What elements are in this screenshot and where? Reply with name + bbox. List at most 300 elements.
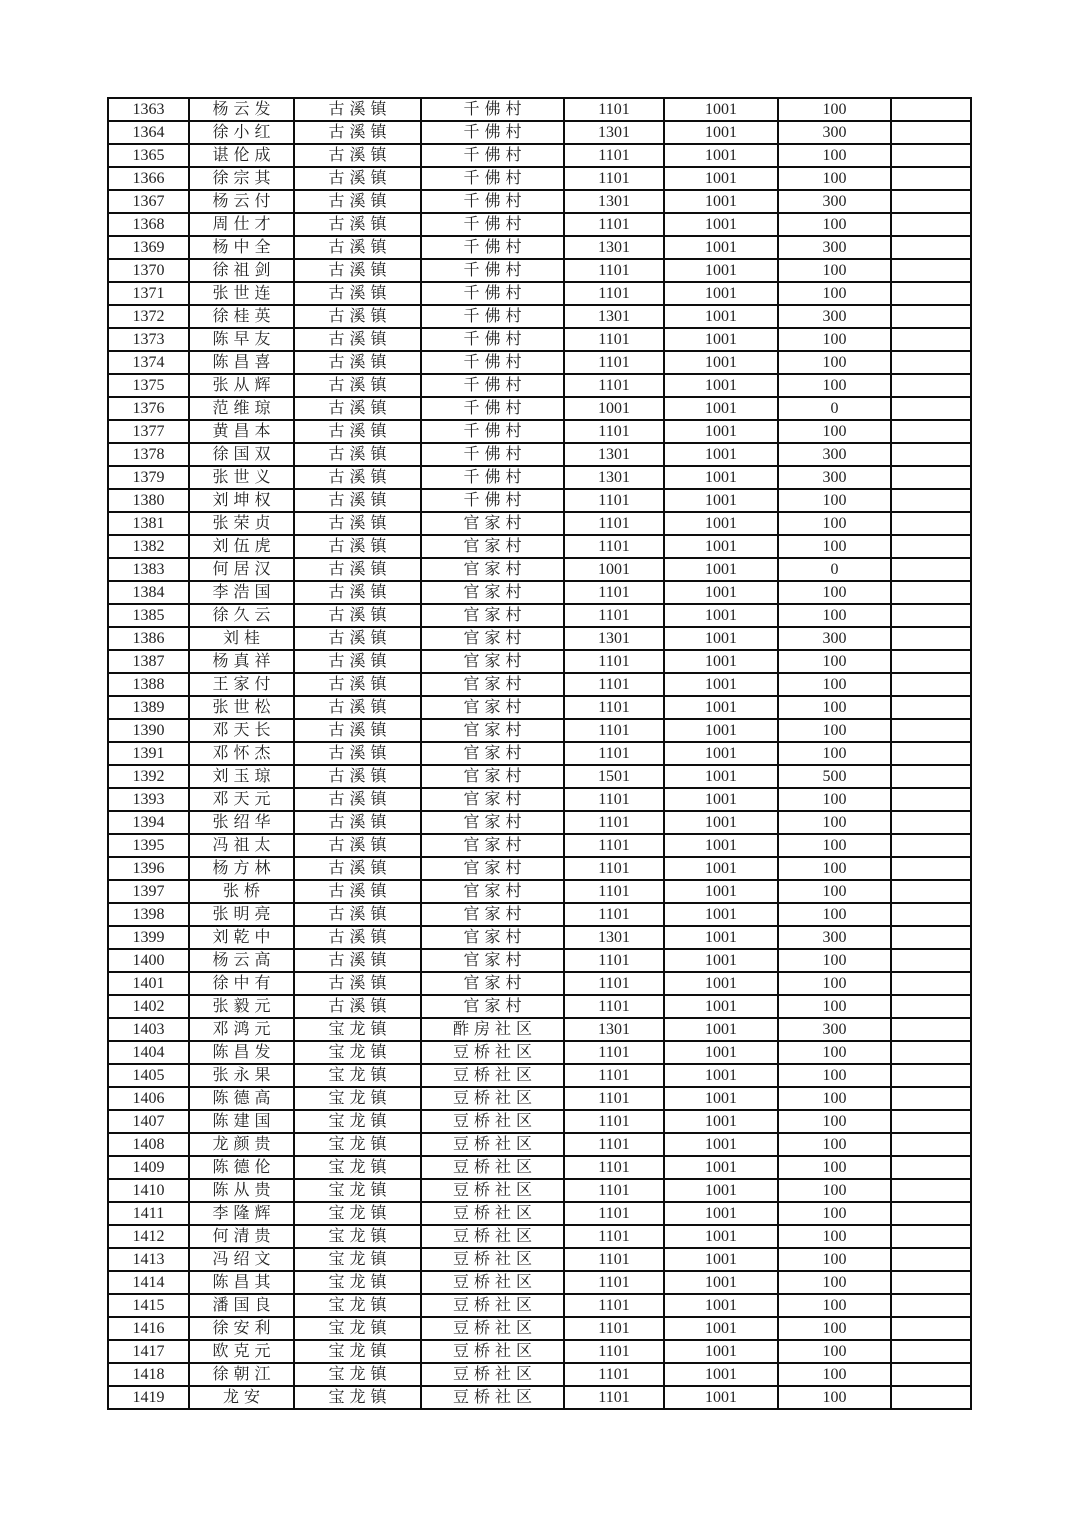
cell-name: 龙颜贵: [189, 1133, 294, 1156]
cell-code-a: 1101: [564, 535, 664, 558]
cell-code-b: 1001: [664, 1041, 778, 1064]
cell-code-b: 1001: [664, 857, 778, 880]
cell-code-b: 1001: [664, 351, 778, 374]
cell-village: 官家村: [421, 581, 564, 604]
cell-town: 古溪镇: [294, 328, 421, 351]
cell-name: 刘玉琼: [189, 765, 294, 788]
cell-code-b: 1001: [664, 1340, 778, 1363]
cell-amount: 100: [778, 1317, 891, 1340]
cell-blank: [891, 558, 971, 581]
cell-amount: 100: [778, 282, 891, 305]
cell-village: 官家村: [421, 696, 564, 719]
cell-code-b: 1001: [664, 98, 778, 121]
cell-amount: 100: [778, 489, 891, 512]
cell-name: 黄昌本: [189, 420, 294, 443]
cell-village: 豆桥社区: [421, 1363, 564, 1386]
cell-village: 千佛村: [421, 144, 564, 167]
cell-village: 官家村: [421, 719, 564, 742]
cell-id: 1409: [108, 1156, 189, 1179]
cell-id: 1380: [108, 489, 189, 512]
cell-village: 官家村: [421, 742, 564, 765]
cell-village: 千佛村: [421, 397, 564, 420]
cell-blank: [891, 236, 971, 259]
table-row: [108, 1133, 971, 1156]
roster-table-body: [108, 98, 971, 1409]
cell-name: 杨云付: [189, 190, 294, 213]
cell-name: 邓怀杰: [189, 742, 294, 765]
cell-code-b: 1001: [664, 374, 778, 397]
cell-amount: 0: [778, 397, 891, 420]
cell-amount: 100: [778, 788, 891, 811]
cell-amount: 100: [778, 1041, 891, 1064]
cell-code-a: 1101: [564, 351, 664, 374]
cell-code-a: 1001: [564, 558, 664, 581]
cell-town: 古溪镇: [294, 420, 421, 443]
cell-town: 古溪镇: [294, 259, 421, 282]
table-row: [108, 765, 971, 788]
cell-amount: 100: [778, 650, 891, 673]
cell-blank: [891, 1294, 971, 1317]
cell-id: 1397: [108, 880, 189, 903]
cell-code-a: 1101: [564, 949, 664, 972]
table-row: [108, 1340, 971, 1363]
cell-amount: 100: [778, 1064, 891, 1087]
cell-name: 徐祖剑: [189, 259, 294, 282]
cell-name: 何清贵: [189, 1225, 294, 1248]
table-row: [108, 1225, 971, 1248]
cell-town: 古溪镇: [294, 903, 421, 926]
cell-code-b: 1001: [664, 1248, 778, 1271]
cell-blank: [891, 512, 971, 535]
cell-code-a: 1101: [564, 742, 664, 765]
cell-town: 古溪镇: [294, 949, 421, 972]
cell-name: 刘坤权: [189, 489, 294, 512]
cell-code-b: 1001: [664, 604, 778, 627]
cell-name: 徐国双: [189, 443, 294, 466]
cell-blank: [891, 489, 971, 512]
cell-amount: 500: [778, 765, 891, 788]
cell-name: 邓鸿元: [189, 1018, 294, 1041]
cell-village: 千佛村: [421, 374, 564, 397]
cell-name: 陈建国: [189, 1110, 294, 1133]
cell-town: 古溪镇: [294, 512, 421, 535]
cell-amount: 100: [778, 1248, 891, 1271]
cell-id: 1405: [108, 1064, 189, 1087]
cell-code-b: 1001: [664, 811, 778, 834]
cell-id: 1391: [108, 742, 189, 765]
cell-code-b: 1001: [664, 1156, 778, 1179]
cell-town: 宝龙镇: [294, 1202, 421, 1225]
cell-village: 千佛村: [421, 305, 564, 328]
table-row: [108, 1110, 971, 1133]
cell-village: 官家村: [421, 535, 564, 558]
cell-village: 官家村: [421, 627, 564, 650]
cell-blank: [891, 1202, 971, 1225]
cell-id: 1415: [108, 1294, 189, 1317]
cell-village: 豆桥社区: [421, 1248, 564, 1271]
cell-code-b: 1001: [664, 1225, 778, 1248]
cell-code-b: 1001: [664, 259, 778, 282]
cell-id: 1382: [108, 535, 189, 558]
cell-code-a: 1101: [564, 972, 664, 995]
cell-id: 1418: [108, 1363, 189, 1386]
cell-blank: [891, 121, 971, 144]
cell-name: 陈从贵: [189, 1179, 294, 1202]
cell-name: 徐中有: [189, 972, 294, 995]
cell-village: 千佛村: [421, 190, 564, 213]
cell-town: 宝龙镇: [294, 1041, 421, 1064]
cell-town: 宝龙镇: [294, 1271, 421, 1294]
cell-town: 古溪镇: [294, 558, 421, 581]
cell-code-a: 1301: [564, 305, 664, 328]
table-row: [108, 1363, 971, 1386]
cell-town: 古溪镇: [294, 880, 421, 903]
cell-name: 杨中全: [189, 236, 294, 259]
cell-id: 1404: [108, 1041, 189, 1064]
cell-code-b: 1001: [664, 834, 778, 857]
table-row: [108, 903, 971, 926]
cell-code-b: 1001: [664, 167, 778, 190]
cell-blank: [891, 995, 971, 1018]
cell-amount: 100: [778, 604, 891, 627]
table-row: [108, 1271, 971, 1294]
cell-code-a: 1301: [564, 190, 664, 213]
cell-town: 古溪镇: [294, 972, 421, 995]
cell-code-b: 1001: [664, 650, 778, 673]
table-row: [108, 190, 971, 213]
cell-town: 宝龙镇: [294, 1248, 421, 1271]
cell-town: 古溪镇: [294, 489, 421, 512]
cell-id: 1365: [108, 144, 189, 167]
table-row: [108, 742, 971, 765]
cell-town: 宝龙镇: [294, 1156, 421, 1179]
cell-amount: 300: [778, 305, 891, 328]
table-row: [108, 972, 971, 995]
cell-code-b: 1001: [664, 121, 778, 144]
cell-id: 1419: [108, 1386, 189, 1409]
cell-blank: [891, 1087, 971, 1110]
cell-blank: [891, 719, 971, 742]
cell-code-b: 1001: [664, 1110, 778, 1133]
table-row: [108, 673, 971, 696]
cell-code-b: 1001: [664, 926, 778, 949]
cell-code-a: 1501: [564, 765, 664, 788]
cell-amount: 100: [778, 259, 891, 282]
cell-id: 1383: [108, 558, 189, 581]
cell-name: 刘伍虎: [189, 535, 294, 558]
cell-code-a: 1101: [564, 1087, 664, 1110]
cell-code-b: 1001: [664, 512, 778, 535]
cell-amount: 100: [778, 880, 891, 903]
cell-village: 豆桥社区: [421, 1133, 564, 1156]
cell-town: 古溪镇: [294, 696, 421, 719]
cell-code-b: 1001: [664, 627, 778, 650]
cell-blank: [891, 1225, 971, 1248]
cell-code-a: 1301: [564, 236, 664, 259]
cell-blank: [891, 1156, 971, 1179]
cell-id: 1381: [108, 512, 189, 535]
table-row: [108, 696, 971, 719]
cell-id: 1376: [108, 397, 189, 420]
cell-amount: 100: [778, 512, 891, 535]
cell-town: 古溪镇: [294, 834, 421, 857]
cell-town: 宝龙镇: [294, 1179, 421, 1202]
cell-village: 官家村: [421, 972, 564, 995]
cell-village: 官家村: [421, 811, 564, 834]
cell-village: 豆桥社区: [421, 1064, 564, 1087]
cell-village: 豆桥社区: [421, 1340, 564, 1363]
cell-code-a: 1101: [564, 1386, 664, 1409]
cell-amount: 100: [778, 374, 891, 397]
table-row: [108, 420, 971, 443]
cell-code-a: 1101: [564, 1156, 664, 1179]
cell-amount: 100: [778, 1087, 891, 1110]
cell-town: 古溪镇: [294, 397, 421, 420]
table-row: [108, 1156, 971, 1179]
cell-id: 1387: [108, 650, 189, 673]
table-row: [108, 1018, 971, 1041]
cell-amount: 300: [778, 466, 891, 489]
cell-village: 千佛村: [421, 443, 564, 466]
cell-amount: 100: [778, 1294, 891, 1317]
cell-blank: [891, 627, 971, 650]
cell-id: 1369: [108, 236, 189, 259]
cell-code-a: 1101: [564, 857, 664, 880]
cell-code-b: 1001: [664, 581, 778, 604]
cell-blank: [891, 466, 971, 489]
cell-code-a: 1101: [564, 696, 664, 719]
table-row: [108, 121, 971, 144]
cell-code-b: 1001: [664, 213, 778, 236]
table-row: [108, 351, 971, 374]
cell-code-a: 1101: [564, 1179, 664, 1202]
cell-code-b: 1001: [664, 1018, 778, 1041]
table-row: [108, 788, 971, 811]
cell-village: 千佛村: [421, 213, 564, 236]
cell-code-a: 1101: [564, 1294, 664, 1317]
cell-village: 官家村: [421, 949, 564, 972]
cell-code-a: 1101: [564, 144, 664, 167]
cell-name: 邓天元: [189, 788, 294, 811]
cell-blank: [891, 1018, 971, 1041]
cell-amount: 100: [778, 1202, 891, 1225]
cell-town: 古溪镇: [294, 144, 421, 167]
cell-code-a: 1101: [564, 1064, 664, 1087]
cell-town: 宝龙镇: [294, 1363, 421, 1386]
cell-blank: [891, 535, 971, 558]
cell-id: 1389: [108, 696, 189, 719]
cell-code-a: 1101: [564, 282, 664, 305]
cell-code-a: 1101: [564, 1317, 664, 1340]
table-row: [108, 880, 971, 903]
cell-id: 1363: [108, 98, 189, 121]
cell-code-b: 1001: [664, 995, 778, 1018]
cell-name: 刘乾中: [189, 926, 294, 949]
cell-amount: 100: [778, 972, 891, 995]
cell-blank: [891, 1179, 971, 1202]
cell-id: 1401: [108, 972, 189, 995]
cell-town: 古溪镇: [294, 788, 421, 811]
cell-code-a: 1101: [564, 1110, 664, 1133]
cell-name: 杨真祥: [189, 650, 294, 673]
cell-amount: 300: [778, 627, 891, 650]
cell-id: 1379: [108, 466, 189, 489]
cell-town: 古溪镇: [294, 121, 421, 144]
cell-name: 张世连: [189, 282, 294, 305]
cell-blank: [891, 1363, 971, 1386]
cell-amount: 100: [778, 1271, 891, 1294]
table-row: [108, 328, 971, 351]
cell-name: 张桥: [189, 880, 294, 903]
cell-id: 1372: [108, 305, 189, 328]
cell-code-b: 1001: [664, 903, 778, 926]
cell-code-a: 1101: [564, 1041, 664, 1064]
cell-code-b: 1001: [664, 489, 778, 512]
cell-name: 陈昌喜: [189, 351, 294, 374]
cell-id: 1385: [108, 604, 189, 627]
cell-code-a: 1101: [564, 1271, 664, 1294]
table-row: [108, 1041, 971, 1064]
cell-id: 1394: [108, 811, 189, 834]
cell-code-b: 1001: [664, 443, 778, 466]
cell-amount: 100: [778, 696, 891, 719]
cell-village: 豆桥社区: [421, 1156, 564, 1179]
cell-code-a: 1101: [564, 834, 664, 857]
cell-town: 古溪镇: [294, 535, 421, 558]
table-row: [108, 1386, 971, 1409]
cell-code-b: 1001: [664, 1087, 778, 1110]
cell-town: 古溪镇: [294, 213, 421, 236]
cell-village: 官家村: [421, 788, 564, 811]
cell-blank: [891, 305, 971, 328]
table-row: [108, 857, 971, 880]
cell-town: 古溪镇: [294, 604, 421, 627]
cell-village: 官家村: [421, 512, 564, 535]
cell-amount: 100: [778, 857, 891, 880]
cell-village: 千佛村: [421, 466, 564, 489]
cell-amount: 100: [778, 811, 891, 834]
cell-town: 古溪镇: [294, 190, 421, 213]
cell-code-a: 1101: [564, 1133, 664, 1156]
cell-village: 官家村: [421, 558, 564, 581]
cell-blank: [891, 443, 971, 466]
cell-id: 1400: [108, 949, 189, 972]
cell-code-b: 1001: [664, 328, 778, 351]
cell-id: 1393: [108, 788, 189, 811]
table-row: [108, 489, 971, 512]
cell-id: 1403: [108, 1018, 189, 1041]
cell-name: 邓天长: [189, 719, 294, 742]
cell-blank: [891, 880, 971, 903]
cell-amount: 300: [778, 121, 891, 144]
cell-blank: [891, 926, 971, 949]
cell-code-b: 1001: [664, 1202, 778, 1225]
cell-blank: [891, 696, 971, 719]
cell-code-b: 1001: [664, 535, 778, 558]
cell-name: 张世松: [189, 696, 294, 719]
cell-blank: [891, 1340, 971, 1363]
cell-name: 范维琼: [189, 397, 294, 420]
cell-village: 千佛村: [421, 236, 564, 259]
cell-name: 张世义: [189, 466, 294, 489]
table-row: [108, 282, 971, 305]
cell-village: 豆桥社区: [421, 1294, 564, 1317]
cell-name: 陈早友: [189, 328, 294, 351]
table-row: [108, 98, 971, 121]
cell-code-b: 1001: [664, 1271, 778, 1294]
cell-name: 杨云高: [189, 949, 294, 972]
cell-amount: 300: [778, 190, 891, 213]
cell-code-a: 1101: [564, 650, 664, 673]
cell-name: 徐小红: [189, 121, 294, 144]
cell-amount: 100: [778, 351, 891, 374]
cell-code-a: 1301: [564, 1018, 664, 1041]
cell-code-b: 1001: [664, 742, 778, 765]
cell-blank: [891, 811, 971, 834]
cell-name: 欧克元: [189, 1340, 294, 1363]
cell-village: 千佛村: [421, 489, 564, 512]
table-row: [108, 719, 971, 742]
table-row: [108, 949, 971, 972]
cell-name: 杨方林: [189, 857, 294, 880]
cell-code-a: 1101: [564, 1225, 664, 1248]
cell-village: 豆桥社区: [421, 1110, 564, 1133]
cell-amount: 100: [778, 719, 891, 742]
cell-name: 徐安利: [189, 1317, 294, 1340]
cell-code-a: 1101: [564, 788, 664, 811]
cell-code-b: 1001: [664, 696, 778, 719]
cell-code-b: 1001: [664, 190, 778, 213]
table-row: [108, 995, 971, 1018]
cell-name: 张从辉: [189, 374, 294, 397]
cell-blank: [891, 1041, 971, 1064]
table-row: [108, 1202, 971, 1225]
cell-blank: [891, 972, 971, 995]
table-row: [108, 144, 971, 167]
cell-code-b: 1001: [664, 305, 778, 328]
cell-code-b: 1001: [664, 880, 778, 903]
cell-blank: [891, 167, 971, 190]
cell-name: 谌伦成: [189, 144, 294, 167]
cell-id: 1370: [108, 259, 189, 282]
cell-village: 豆桥社区: [421, 1087, 564, 1110]
cell-name: 周仕才: [189, 213, 294, 236]
cell-code-a: 1101: [564, 420, 664, 443]
cell-amount: 100: [778, 673, 891, 696]
cell-blank: [891, 788, 971, 811]
cell-amount: 300: [778, 1018, 891, 1041]
cell-code-a: 1301: [564, 466, 664, 489]
cell-id: 1417: [108, 1340, 189, 1363]
table-row: [108, 1248, 971, 1271]
cell-code-b: 1001: [664, 558, 778, 581]
cell-blank: [891, 903, 971, 926]
table-row: [108, 558, 971, 581]
cell-blank: [891, 604, 971, 627]
table-row: [108, 834, 971, 857]
cell-town: 古溪镇: [294, 98, 421, 121]
cell-village: 千佛村: [421, 420, 564, 443]
cell-code-a: 1101: [564, 167, 664, 190]
cell-id: 1373: [108, 328, 189, 351]
table-row: [108, 581, 971, 604]
cell-code-a: 1101: [564, 489, 664, 512]
cell-town: 古溪镇: [294, 374, 421, 397]
cell-name: 何居汉: [189, 558, 294, 581]
table-row: [108, 926, 971, 949]
cell-amount: 100: [778, 535, 891, 558]
cell-village: 官家村: [421, 903, 564, 926]
